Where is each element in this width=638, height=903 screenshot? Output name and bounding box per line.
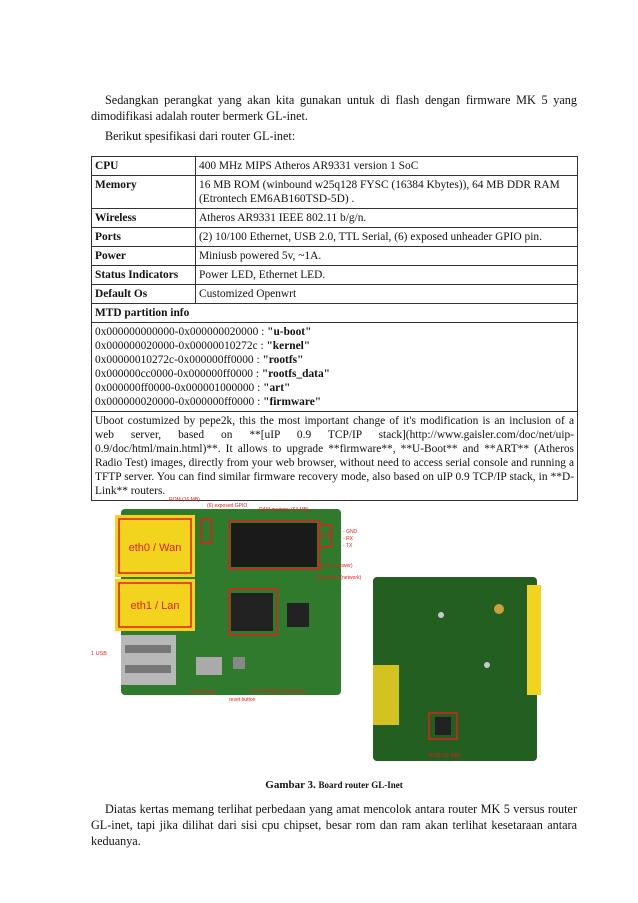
usb-label: 1 USB [91, 651, 107, 657]
spec-value: Atheros AR9331 IEEE 802.11 b/g/n. [196, 209, 578, 228]
intro-paragraph: Sedangkan perangkat yang akan kita gunakan untuk di flash dengan firmware MK 5 yang dimodifikasi adalah router bermerk GL-inet. [91, 93, 577, 123]
spec-row [92, 266, 578, 285]
gpio-label: (6) exposed GPIO [207, 503, 248, 509]
uboot-note: Uboot costumized by pepe2k, this the most important change of it's modification is an inclusion of a web server, based on **[uIP 0.9 TCP/IP stack](http://www.gaisler.com/doc/net/uip-0.9/doc/html/main.html)**. It allows to upgrade **firmware**, **U-Boot** and **ART** (Atheros Radio Test) images, directly from your web browser, without need to access serial console and running a TFTP server. You can find similar firmware recovery mode, also based on uIP 0.9 TCP/IP stack, in **D-Link** routers. [92, 412, 578, 501]
rom-back-label: ROM (16 MB) [429, 753, 460, 759]
rom-chip [287, 603, 309, 627]
mtd-entry [95, 395, 574, 409]
mtd-entry [95, 353, 574, 367]
mtd-range: 0x000000cc0000-0x000000ff0000 : [95, 368, 262, 380]
mtd-entry [95, 339, 574, 353]
mtd-header-row [92, 304, 578, 323]
spec-key: Memory [92, 176, 196, 209]
closing-paragraph: Diatas kertas memang terlihat perbedaan yang amat mencolok antara router MK 5 versus router GL-inet, tapi jika dilihat dari sisi cpu chipset, besar rom dan ram akan terlihat kesetaraan antara keduanya. [91, 802, 577, 848]
spec-key: CPU [92, 157, 196, 176]
usb-port [121, 635, 176, 685]
uart-pin-gnd: - GND [343, 529, 358, 535]
spec-row [92, 176, 578, 209]
uart-label: UART [319, 533, 333, 539]
mtd-range: 0x000000020000-0x000000ff0000 : [95, 396, 264, 408]
spec-key: Default Os [92, 285, 196, 304]
spec-key: Power [92, 247, 196, 266]
mtd-list [92, 323, 578, 412]
front-board [91, 497, 362, 703]
mtd-range: 0x00000010272c-0x000000ff0000 : [95, 354, 263, 366]
rom-chip-back [435, 717, 451, 735]
spec-key: Status Indicators [92, 266, 196, 285]
mtd-range: 0x000000ff0000-0x000001000000 : [95, 382, 264, 394]
cpu-chip [231, 593, 273, 631]
mtd-partition-name: "u-boot" [267, 326, 312, 338]
mtd-entry [95, 381, 574, 395]
figure-caption [91, 779, 577, 791]
ram-chip [231, 523, 317, 567]
spec-value: Miniusb powered 5v, ~1A. [196, 247, 578, 266]
spec-value: (2) 10/100 Ethernet, USB 2.0, TTL Serial, (6) exposed unheader GPIO pin. [196, 228, 578, 247]
spec-row [92, 228, 578, 247]
caption-text: Board router GL-Inet [318, 780, 403, 790]
reset-button [233, 657, 245, 669]
spec-row [92, 209, 578, 228]
mtd-partition-name: "kernel" [266, 340, 311, 352]
spec-row [92, 285, 578, 304]
mtd-range: 0x000000020000-0x00000010272c : [95, 340, 267, 352]
spec-value: 400 MHz MIPS Atheros AR9331 version 1 SoC [196, 157, 578, 176]
cpu-label: CPU (AR9331 400 Mhz) [251, 689, 305, 695]
miniusb-label: 5V miniusb [191, 689, 216, 695]
mtd-partition-name: "rootfs" [262, 354, 304, 366]
spec-value: Power LED, Ethernet LED. [196, 266, 578, 285]
eth1-label: eth1 / Lan [130, 600, 180, 612]
uboot-row [92, 412, 578, 501]
spec-row [92, 157, 578, 176]
red-led-label: Red led (power) [317, 563, 353, 569]
mtd-partition-name: "art" [263, 382, 291, 394]
mtd-partition-name: "firmware" [263, 396, 322, 408]
uart-pin-tx: - TX [343, 543, 353, 549]
mtd-row [92, 323, 578, 412]
back-board [373, 577, 541, 761]
mtd-entry [95, 367, 574, 381]
miniusb-port [196, 657, 222, 675]
spec-intro-paragraph: Berikut spesifikasi dari router GL-inet: [105, 129, 296, 143]
router-board-photo [91, 495, 577, 777]
spec-value: Customized Openwrt [196, 285, 578, 304]
mtd-range: 0x000000000000-0x000000020000 : [95, 326, 268, 338]
mtd-header: MTD partition info [92, 304, 578, 323]
eth0-label: eth0 / Wan [128, 542, 182, 554]
spec-row [92, 247, 578, 266]
mtd-partition-name: "rootfs_data" [261, 368, 330, 380]
green-led-label: Green led (network) [317, 575, 362, 581]
reset-label: reset button [229, 697, 256, 703]
mtd-entry [95, 325, 574, 339]
spec-value: 16 MB ROM (winbound w25q128 FYSC (16384 Kbytes)), 64 MB DDR RAM (Etrontech EM6AB160TSD-5D) . [196, 176, 578, 209]
uart-pin-rx: - RX [343, 536, 353, 542]
ram-label: RAM memory (64 MB) [259, 507, 309, 513]
top-small-label: ROM (16 MB) [169, 497, 200, 503]
caption-label: Gambar 3. [265, 779, 316, 791]
spec-key: Ports [92, 228, 196, 247]
spec-key: Wireless [92, 209, 196, 228]
spec-table [91, 156, 578, 501]
